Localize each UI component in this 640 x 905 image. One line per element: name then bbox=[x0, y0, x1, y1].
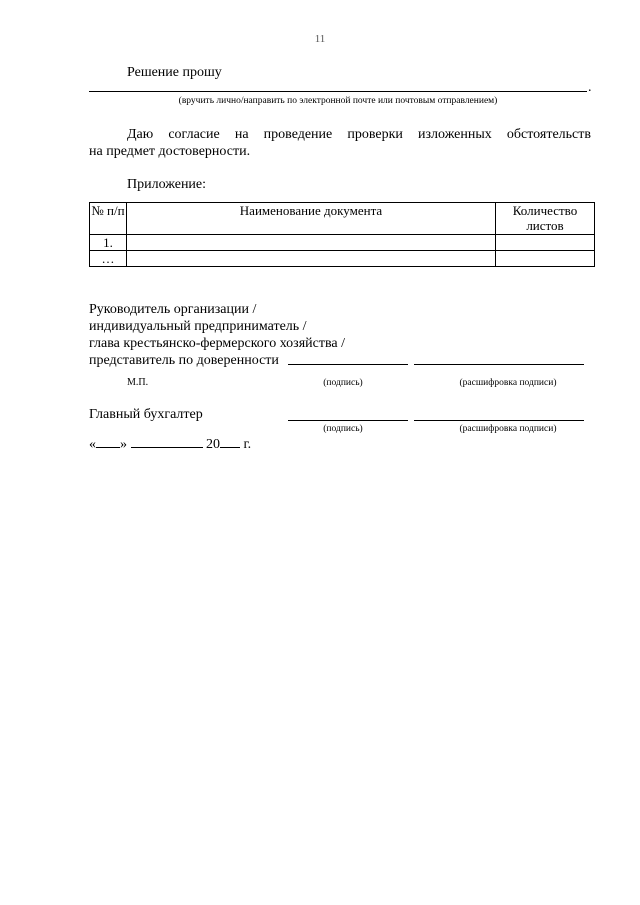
consent-paragraph bbox=[89, 126, 591, 160]
column-header-number: № п/п bbox=[90, 203, 127, 235]
signer-signature-line bbox=[288, 364, 408, 365]
cell-name bbox=[127, 251, 496, 267]
signer-decoding-hint: (расшифровка подписи) bbox=[459, 378, 557, 388]
attachments-table bbox=[89, 202, 595, 267]
attachment-label: Приложение: bbox=[127, 177, 207, 192]
delivery-method-hint: (вручить лично/направить по электронной почте или почтовым отправлением) bbox=[178, 96, 498, 106]
signer-line-2: индивидуальный предприниматель / bbox=[89, 319, 307, 334]
date-close-quote: » bbox=[120, 437, 127, 452]
cell-number: 1. bbox=[90, 235, 127, 251]
page-number: 11 bbox=[314, 33, 326, 45]
table-header-row bbox=[90, 203, 595, 235]
table-row bbox=[90, 251, 595, 267]
year-blank bbox=[220, 435, 240, 448]
stamp-place-label: М.П. bbox=[127, 377, 149, 388]
decision-blank-line bbox=[89, 91, 587, 92]
cell-number: … bbox=[90, 251, 127, 267]
consent-line-1: Даю согласие на проведение проверки изложенных обстоятельств bbox=[127, 127, 591, 142]
decision-label: Решение прошу bbox=[127, 65, 222, 80]
signer-title bbox=[89, 301, 345, 369]
accountant-signature-hint: (подпись) bbox=[323, 424, 363, 434]
table-row bbox=[90, 235, 595, 251]
cell-sheets bbox=[496, 235, 595, 251]
accountant-decoding-line bbox=[414, 420, 584, 421]
day-blank bbox=[96, 435, 120, 448]
year-prefix: 20 bbox=[206, 437, 220, 452]
date-field bbox=[89, 435, 251, 453]
signer-line-3: глава крестьянско-фермерского хозяйства / bbox=[89, 336, 345, 351]
column-header-sheets: Количество листов bbox=[496, 203, 595, 235]
signer-line-1: Руководитель организации / bbox=[89, 302, 257, 317]
date-open-quote: « bbox=[89, 437, 96, 452]
consent-line-2: на предмет достоверности. bbox=[89, 144, 251, 159]
signer-signature-hint: (подпись) bbox=[323, 378, 363, 388]
signer-decoding-line bbox=[414, 364, 584, 365]
month-blank bbox=[131, 435, 203, 448]
signer-line-4: представитель по доверенности bbox=[89, 353, 279, 368]
chief-accountant-label: Главный бухгалтер bbox=[89, 407, 203, 422]
cell-name bbox=[127, 235, 496, 251]
decision-end-mark: . bbox=[588, 80, 592, 95]
column-header-name: Наименование документа bbox=[127, 203, 496, 235]
year-suffix: г. bbox=[243, 437, 252, 452]
cell-sheets bbox=[496, 251, 595, 267]
accountant-decoding-hint: (расшифровка подписи) bbox=[459, 424, 557, 434]
accountant-signature-line bbox=[288, 420, 408, 421]
